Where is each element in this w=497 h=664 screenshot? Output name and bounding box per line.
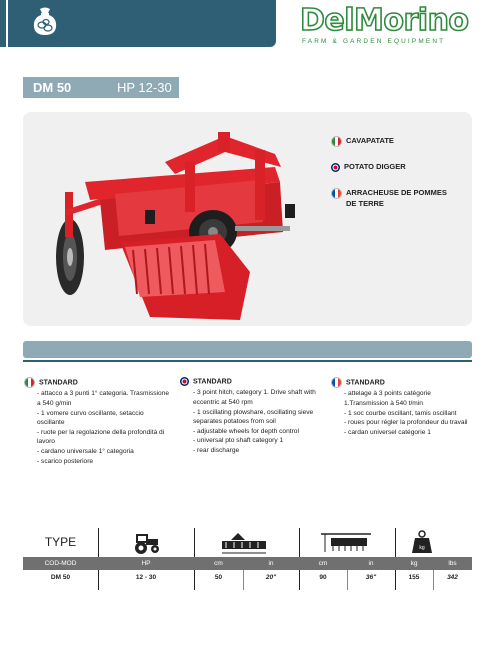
header-cod-mod: COD-MOD [44, 560, 77, 567]
model-hp: HP 12-30 [117, 80, 172, 95]
model-code: DM 50 [33, 80, 72, 95]
list-item: - attacco a 3 punti 1° categoria. Trasmissione a 540 g/min [37, 390, 170, 407]
uk-flag-icon [331, 163, 340, 172]
list-item: - roues pour régler la profondeur du travail [344, 419, 468, 427]
potato-digger-image [45, 122, 315, 322]
standard-en-title: STANDARD [193, 378, 232, 386]
type-label: TYPE [44, 535, 77, 549]
brand-tagline: FARM & GARDEN EQUIPMENT [302, 38, 446, 45]
header-kg: kg [410, 560, 418, 567]
standard-it-list [37, 389, 170, 466]
cell-kg: 155 [408, 574, 420, 581]
cell-width-in: 20" [265, 574, 277, 581]
list-item: - universal pto shaft category 1 [193, 437, 284, 445]
cell-depth-in: 36" [365, 574, 377, 581]
header-edge [0, 0, 6, 47]
italy-flag-icon [24, 377, 35, 388]
product-name-en-label: POTATO DIGGER [344, 162, 406, 171]
header-lbs: lbs [448, 560, 457, 567]
header-depth-cm: cm [318, 560, 328, 567]
product-name-en [331, 161, 461, 172]
list-item: - cardano universale 1° categoria [37, 447, 134, 455]
list-item: - 3 point hitch, category 1. Drive shaft with eccentric at 540 rpm [193, 389, 316, 406]
svg-text:kg: kg [419, 545, 425, 551]
standard-en-list [193, 388, 325, 455]
header-width-in: in [268, 560, 274, 567]
potato-sack-icon [31, 6, 59, 36]
product-name-it-label: CAVAPATATE [346, 136, 394, 145]
list-item: - ruote per la regolazione della profondità di lavoro [37, 428, 165, 446]
standard-fr-title: STANDARD [346, 379, 385, 387]
product-name-fr-label: ARRACHEUSE DE POMMES DE TERRE [346, 188, 447, 208]
header-depth-in: in [368, 560, 374, 567]
france-flag-icon [331, 377, 342, 388]
cell-hp: 12 - 30 [135, 574, 157, 581]
list-item: - 1 oscillating plowshare, oscillating sieve separates potatoes from soil [193, 408, 314, 426]
cell-model: DM 50 [50, 574, 71, 581]
list-item: - scarico posteriore [37, 457, 94, 465]
list-item: - cardan universel catégorie 1 [344, 428, 431, 436]
product-name-it [331, 135, 461, 147]
section-bar [23, 341, 472, 358]
uk-flag-icon [180, 377, 189, 386]
list-item: - 1 soc courbe oscillant, tamis oscillant [344, 409, 457, 417]
standard-fr-list [344, 389, 474, 437]
section-divider [23, 360, 472, 362]
list-item: - attelage à 3 points catégorie 1.Transmission à 540 t/min [344, 390, 431, 407]
list-item: - adjustable wheels for depth control [193, 427, 299, 435]
standard-it-title: STANDARD [39, 379, 78, 387]
cell-width-cm: 50 [214, 574, 223, 581]
weight-icon [395, 528, 472, 556]
list-item: - 1 vomere curvo oscillante, setaccio oscillante [37, 409, 144, 427]
tractor-icon [98, 528, 194, 556]
list-item: - rear discharge [193, 446, 240, 454]
standard-fr [331, 377, 474, 437]
header-width-cm: cm [214, 560, 223, 567]
italy-flag-icon [331, 136, 342, 147]
france-flag-icon [331, 188, 342, 199]
product-name-fr [331, 187, 461, 209]
working-width-icon [194, 528, 299, 556]
cell-depth-cm: 90 [319, 574, 327, 581]
working-depth-icon [299, 528, 395, 556]
brand-logo: DelMorino [300, 3, 469, 38]
standard-it [24, 377, 170, 466]
header-hp: HP [141, 560, 151, 567]
cell-lbs: 342 [447, 574, 458, 581]
standard-en [180, 377, 325, 456]
